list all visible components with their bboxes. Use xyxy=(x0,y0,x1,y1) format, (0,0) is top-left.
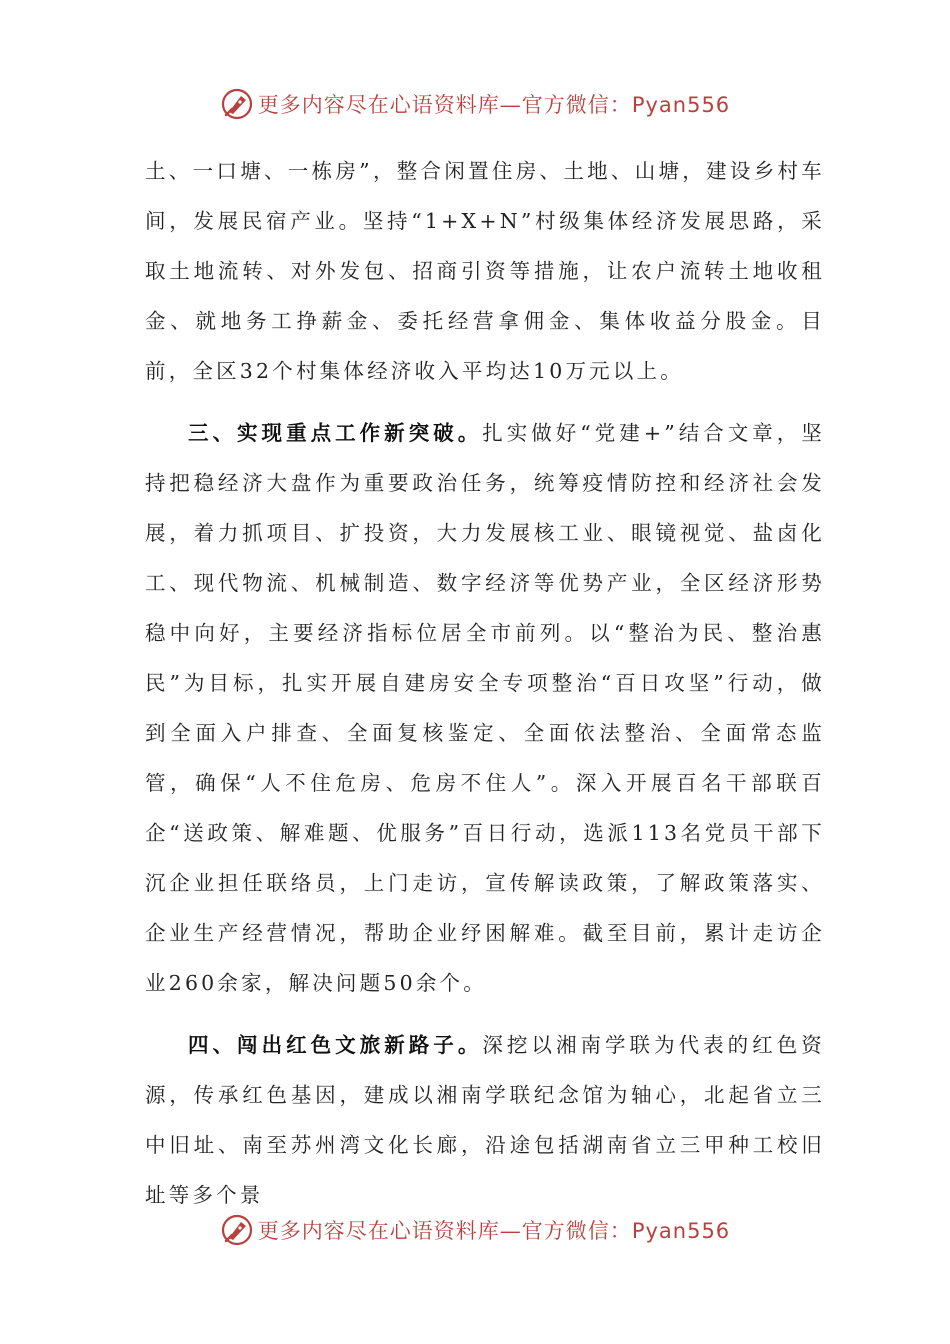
banner-wechat-id: Pyan556 xyxy=(631,1219,731,1243)
paragraph-section-4 xyxy=(145,1020,825,1220)
banner-text xyxy=(258,89,730,119)
document-body xyxy=(145,146,825,1220)
pen-nib-logo-icon xyxy=(220,1213,254,1247)
banner-wechat-id: Pyan556 xyxy=(631,93,731,117)
paragraph-body: 扎实做好“党建+”结合文章，坚持把稳经济大盘作为重要政治任务，统筹疫情防控和经济社会发展，着力抓项目、扩投资，大力发展核工业、眼镜视觉、盐卤化工、现代物流、机械制造、数字经济等优势产业，全区经济形势稳中向好，主要经济指标位居全市前列。以“整治为民、整治惠民”为目标，扎实开展自建房安全专项整治“百日攻坚”行动，做到全面入户排查、全面复核鉴定、全面依法整治、全面常态监管，确保“人不住危房、危房不住人”。深入开展百名干部联百企“送政策、解难题、优服务”百日行动，选派113名党员干部下沉企业担任联络员，上门走访，宣传解读政策，了解政策落实、企业生产经营情况，帮助企业纾困解难。截至目前，累计走访企业260余家，解决问题50余个。 xyxy=(145,421,825,995)
pen-nib-logo-icon xyxy=(220,87,254,121)
paragraph-body: 土、一口塘、一栋房”，整合闲置住房、土地、山塘，建设乡村车间，发展民宿产业。坚持“1+X+N”村级集体经济发展思路，采取土地流转、对外发包、招商引资等措施，让农户流转土地收租金、就地务工挣薪金、委托经营拿佣金、集体收益分股金。目前，全区32个村集体经济收入平均达10万元以上。 xyxy=(145,159,825,383)
banner-slogan: 更多内容尽在心语资料库—官方微信： xyxy=(257,93,632,117)
paragraph-body: 深挖以湘南学联为代表的红色资源，传承红色基因，建成以湘南学联纪念馆为轴心，北起省立三中旧址、南至苏州湾文化长廊，沿途包括湖南省立三甲种工校旧址等多个景 xyxy=(145,1033,825,1207)
section-heading: 三、实现重点工作新突破。 xyxy=(188,421,483,445)
paragraph-section-3 xyxy=(145,408,825,1008)
section-heading: 四、闯出红色文旅新路子。 xyxy=(188,1033,483,1057)
banner-text xyxy=(258,1215,730,1245)
paragraph-continued xyxy=(145,146,825,396)
banner-slogan: 更多内容尽在心语资料库—官方微信： xyxy=(257,1219,632,1243)
header-banner xyxy=(0,84,950,124)
footer-banner xyxy=(0,1210,950,1250)
